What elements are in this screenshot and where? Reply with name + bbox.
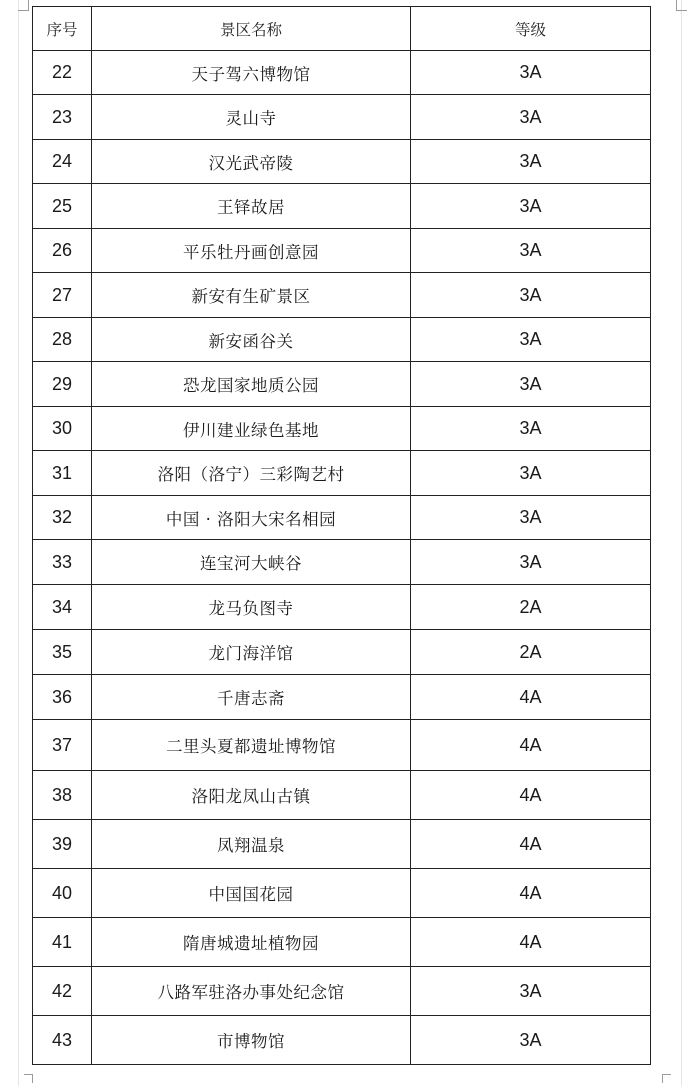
row-level: 4A: [411, 820, 651, 869]
row-scenic-name: 新安函谷关: [92, 318, 411, 362]
table-row: [33, 630, 651, 675]
row-index: 33: [33, 540, 92, 585]
table-row: [33, 720, 651, 771]
row-scenic-name: 连宝河大峡谷: [92, 540, 411, 585]
row-level: 4A: [411, 720, 651, 771]
row-scenic-name: 凤翔温泉: [92, 820, 411, 869]
row-level: 3A: [411, 451, 651, 496]
header-row: [33, 7, 651, 51]
table-row: [33, 675, 651, 720]
table-header: [33, 7, 651, 51]
row-scenic-name: 龙马负图寺: [92, 585, 411, 630]
row-scenic-name: 二里头夏都遗址博物馆: [92, 720, 411, 771]
table-row: [33, 918, 651, 967]
row-scenic-name: 汉光武帝陵: [92, 140, 411, 184]
crop-mark-top-left: [18, 0, 29, 11]
row-index: 25: [33, 184, 92, 229]
table-row: [33, 869, 651, 918]
row-index: 30: [33, 407, 92, 451]
row-index: 29: [33, 362, 92, 407]
table-row: [33, 407, 651, 451]
row-level: 3A: [411, 362, 651, 407]
row-scenic-name: 八路军驻洛办事处纪念馆: [92, 967, 411, 1016]
crop-mark-top-right: [676, 0, 687, 11]
row-index: 32: [33, 496, 92, 540]
row-level: 2A: [411, 585, 651, 630]
row-index: 43: [33, 1016, 92, 1065]
table-row: [33, 184, 651, 229]
row-scenic-name: 洛阳龙凤山古镇: [92, 771, 411, 820]
header-name: 景区名称: [92, 7, 411, 51]
row-level: 4A: [411, 675, 651, 720]
row-level: 4A: [411, 918, 651, 967]
row-level: 3A: [411, 51, 651, 95]
row-index: 24: [33, 140, 92, 184]
header-level: 等级: [411, 7, 651, 51]
row-level: 3A: [411, 407, 651, 451]
row-level: 3A: [411, 140, 651, 184]
crop-mark-bottom-right: [662, 1074, 671, 1083]
row-level: 3A: [411, 273, 651, 318]
table-row: [33, 140, 651, 184]
row-scenic-name: 龙门海洋馆: [92, 630, 411, 675]
row-scenic-name: 隋唐城遗址植物园: [92, 918, 411, 967]
header-index: 序号: [33, 7, 92, 51]
row-scenic-name: 新安有生矿景区: [92, 273, 411, 318]
table-row: [33, 51, 651, 95]
row-index: 42: [33, 967, 92, 1016]
row-scenic-name: 天子驾六博物馆: [92, 51, 411, 95]
table-row: [33, 273, 651, 318]
table-row: [33, 540, 651, 585]
row-level: 2A: [411, 630, 651, 675]
row-level: 3A: [411, 184, 651, 229]
row-level: 4A: [411, 869, 651, 918]
row-index: 27: [33, 273, 92, 318]
row-index: 40: [33, 869, 92, 918]
table-row: [33, 95, 651, 140]
row-index: 36: [33, 675, 92, 720]
row-level: 3A: [411, 229, 651, 273]
row-level: 3A: [411, 540, 651, 585]
row-scenic-name: 洛阳（洛宁）三彩陶艺村: [92, 451, 411, 496]
row-level: 3A: [411, 318, 651, 362]
row-scenic-name: 中国 · 洛阳大宋名相园: [92, 496, 411, 540]
page-edge-left: [18, 0, 19, 1086]
table-row: [33, 496, 651, 540]
row-scenic-name: 恐龙国家地质公园: [92, 362, 411, 407]
page-edge-right: [681, 0, 682, 1086]
table-row: [33, 820, 651, 869]
table-row: [33, 771, 651, 820]
row-index: 28: [33, 318, 92, 362]
row-index: 41: [33, 918, 92, 967]
row-scenic-name: 伊川建业绿色基地: [92, 407, 411, 451]
table-row: [33, 1016, 651, 1065]
row-index: 34: [33, 585, 92, 630]
row-level: 3A: [411, 1016, 651, 1065]
table-row: [33, 362, 651, 407]
row-index: 39: [33, 820, 92, 869]
row-level: 3A: [411, 95, 651, 140]
row-index: 22: [33, 51, 92, 95]
row-index: 31: [33, 451, 92, 496]
crop-mark-bottom-left: [24, 1074, 33, 1083]
row-level: 3A: [411, 496, 651, 540]
table-body: [33, 51, 651, 1065]
table-row: [33, 967, 651, 1016]
table-row: [33, 585, 651, 630]
row-index: 37: [33, 720, 92, 771]
row-index: 26: [33, 229, 92, 273]
row-scenic-name: 市博物馆: [92, 1016, 411, 1065]
row-index: 38: [33, 771, 92, 820]
row-scenic-name: 灵山寺: [92, 95, 411, 140]
table-row: [33, 451, 651, 496]
row-scenic-name: 平乐牡丹画创意园: [92, 229, 411, 273]
row-level: 4A: [411, 771, 651, 820]
table-row: [33, 229, 651, 273]
row-index: 23: [33, 95, 92, 140]
row-scenic-name: 千唐志斋: [92, 675, 411, 720]
scenic-spots-table: [32, 6, 651, 1065]
row-index: 35: [33, 630, 92, 675]
table-row: [33, 318, 651, 362]
row-scenic-name: 中国国花园: [92, 869, 411, 918]
row-level: 3A: [411, 967, 651, 1016]
row-scenic-name: 王铎故居: [92, 184, 411, 229]
